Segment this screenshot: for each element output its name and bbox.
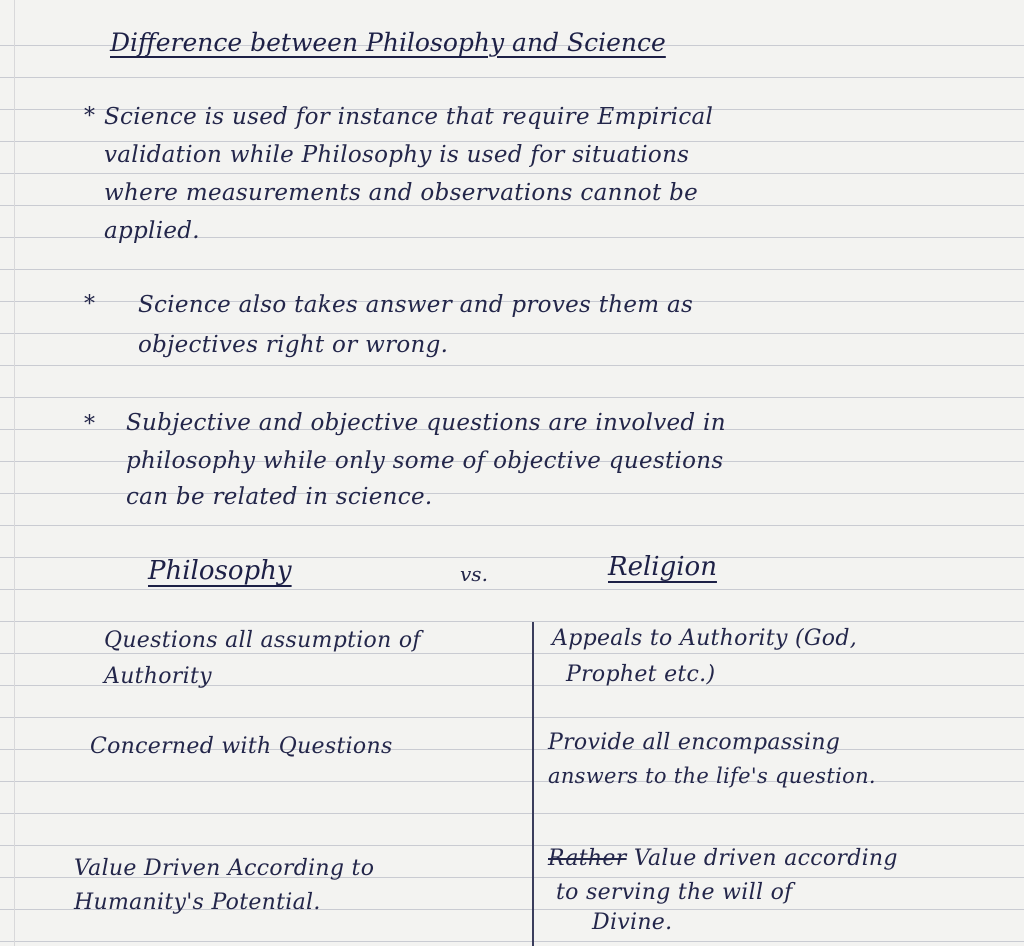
page-title: Difference between Philosophy and Science xyxy=(110,28,666,57)
row-3-left-line-2: Humanity's Potential. xyxy=(74,890,321,915)
row-2-left-line-1: Concerned with Questions xyxy=(90,734,393,759)
row-2-right-line-2: answers to the life's question. xyxy=(548,764,876,788)
row-2-right-line-1: Provide all encompassing xyxy=(548,730,841,755)
row-1-left-line-1: Questions all assumption of xyxy=(104,628,421,653)
struck-word: Rather xyxy=(548,846,627,871)
point-1-line-4: applied. xyxy=(104,218,200,244)
row-3-right-line-3: Divine. xyxy=(592,910,673,935)
row-3-right-line-2: to serving the will of xyxy=(556,880,793,905)
point-1-line-3: where measurements and observations cannot be xyxy=(104,180,699,206)
point-3-line-2: philosophy while only some of objective questions xyxy=(126,448,724,474)
row-1-right-line-1: Appeals to Authority (God, xyxy=(552,626,857,651)
point-3-line-3: can be related in science. xyxy=(126,484,433,510)
point-3-line-1: Subjective and objective questions are involved in xyxy=(126,410,726,436)
bullet-marker-3: * xyxy=(84,412,95,437)
bullet-marker-1: * xyxy=(84,104,95,129)
point-1-line-1: Science is used for instance that require Empirical xyxy=(104,104,714,130)
page-margin-line xyxy=(14,0,15,946)
left-heading-philosophy: Philosophy xyxy=(148,556,292,586)
row-3-right-line-1 xyxy=(548,846,898,871)
point-1-line-2: validation while Philosophy is used for situations xyxy=(104,142,690,168)
row-1-left-line-2: Authority xyxy=(104,664,212,689)
column-divider xyxy=(532,622,534,946)
row-1-right-line-2: Prophet etc.) xyxy=(566,662,716,687)
bullet-marker-2: * xyxy=(84,292,95,317)
row-3-right-text: Value driven according xyxy=(633,846,898,871)
right-heading-religion: Religion xyxy=(608,552,717,582)
point-2-line-2: objectives right or wrong. xyxy=(138,332,449,358)
vs-label: vs. xyxy=(460,562,488,586)
point-2-line-1: Science also takes answer and proves them as xyxy=(138,292,694,318)
row-3-left-line-1: Value Driven According to xyxy=(74,856,375,881)
